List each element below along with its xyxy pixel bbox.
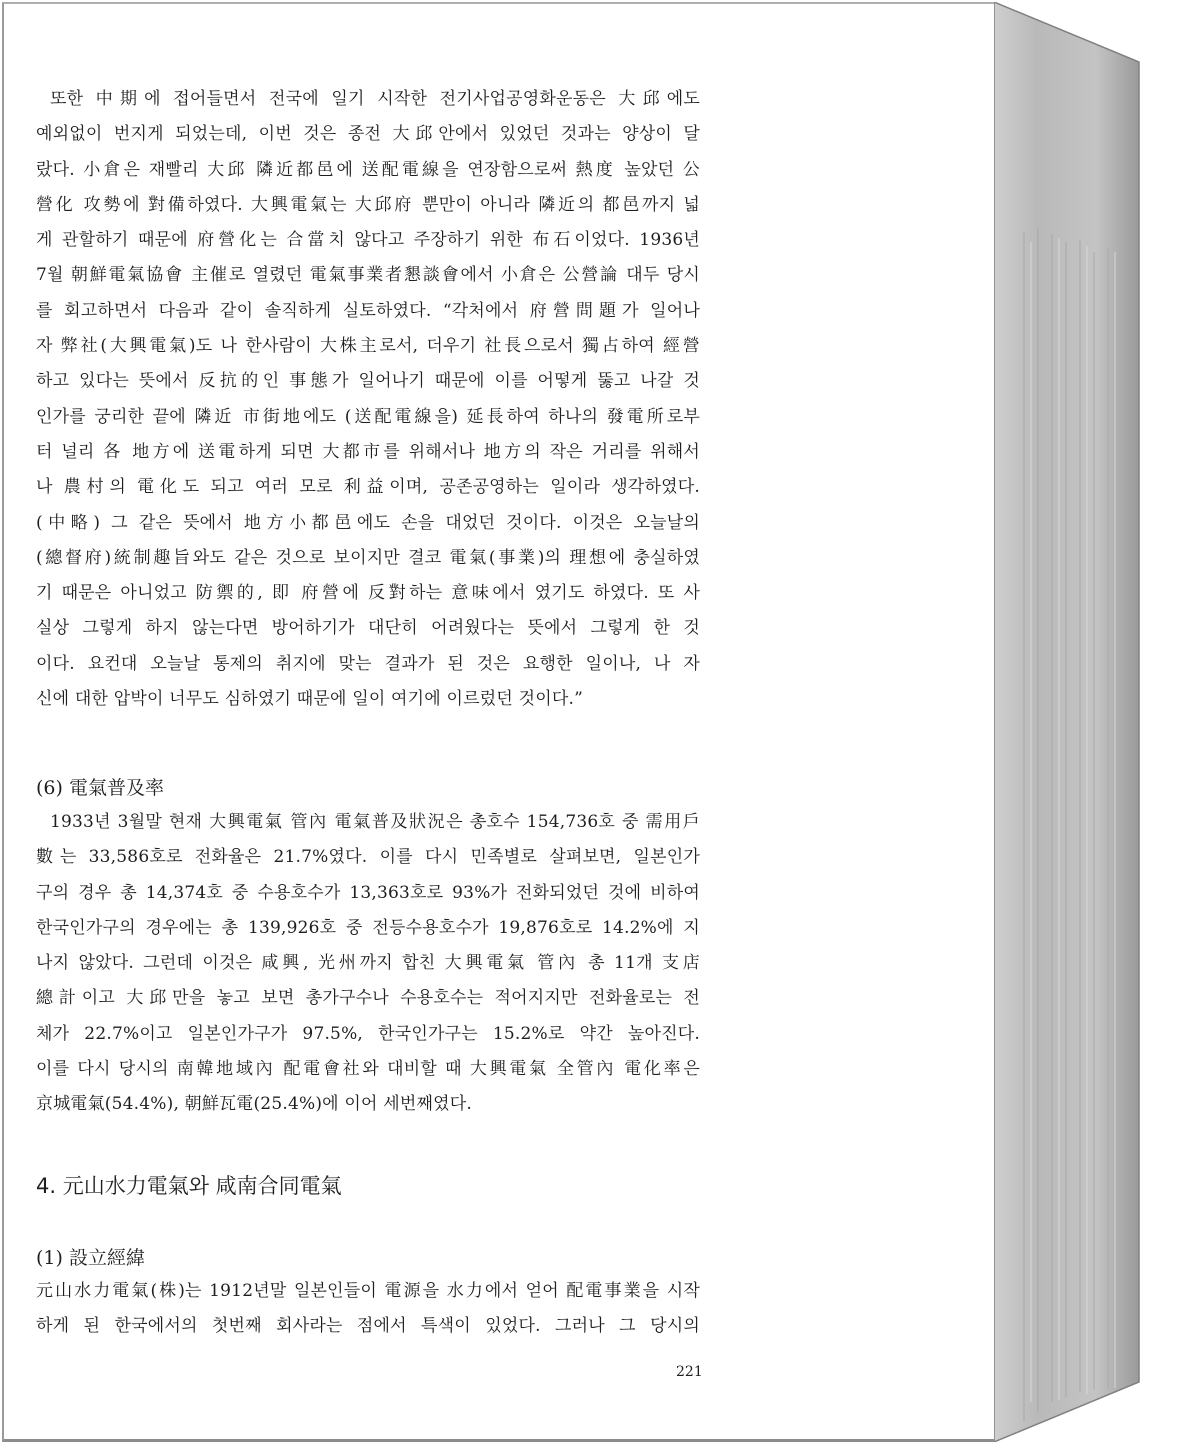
- text-line: (總督府)統制趣旨와도 같은 것으로 보이지만 결코 電氣(事業)의 理想에 충실하였: [36, 547, 700, 568]
- text-line: 를 회고하면서 다음과 같이 솔직하게 실토하였다. “각처에서 府營問題가 일어나: [36, 300, 700, 321]
- text-line: (中略) 그 같은 뜻에서 地方小都邑에도 손을 대었던 것이다. 이것은 오늘날의: [36, 512, 700, 533]
- text-line: 이를 다시 당시의 南韓地域內 配電會社와 대비할 때 大興電氣 全管內 電化率은: [36, 1059, 700, 1080]
- text-line: 신에 대한 압박이 너무도 심하였기 때문에 일이 여기에 이르렀던 것이다.”: [36, 689, 583, 710]
- text-line: 랐다. 小倉은 재빨리 大邱 隣近都邑에 送配電線을 연장함으로써 熱度 높았던 公: [36, 159, 700, 180]
- section-6-heading: (6) 電氣普及率: [36, 777, 164, 799]
- section-1-heading: (1) 設立經緯: [36, 1247, 145, 1269]
- text-line: 예외없이 번지게 되었는데, 이번 것은 종전 大邱안에서 있었던 것과는 양상이 달: [36, 124, 700, 145]
- text-line: 元山水力電氣(株)는 1912년말 일본인들이 電源을 水力에서 얻어 配電事業을 시작: [36, 1281, 700, 1301]
- paragraph-1: [36, 82, 700, 717]
- text-line: 게 관할하기 때문에 府營化는 合當치 않다고 주장하기 위한 布石이었다. 1936년: [36, 230, 700, 251]
- text-line: 기 때문은 아니었고 防禦的, 即 府營에 反對하는 意味에서 였기도 하였다. 또 사: [36, 583, 700, 604]
- text-line: 京城電氣(54.4%), 朝鮮瓦電(25.4%)에 이어 세번째였다.: [36, 1094, 472, 1115]
- text-line: 인가를 궁리한 끝에 隣近 市街地에도 (送配電線을) 延長하여 하나의 發電所로부: [36, 406, 700, 427]
- text-line: 하고 있다는 뜻에서 反抗的인 事態가 일어나기 때문에 이를 어떻게 뚫고 나갈 것: [36, 371, 700, 392]
- text-line: 이다. 요컨대 오늘날 통제의 취지에 맞는 결과가 된 것은 요행한 일이나, 나 자: [36, 653, 700, 674]
- text-line: 한국인가구의 경우에는 총 139,926호 중 전등수용호수가 19,876호로 14.2%에 지: [36, 917, 700, 938]
- text-line: 1933년 3월말 현재 大興電氣 管內 電氣普及狀況은 총호수 154,736호 중 需用戶: [50, 812, 700, 832]
- text-line: 數는 33,586호로 전화율은 21.7%였다. 이를 다시 민족별로 살펴보면, 일본인가: [36, 847, 700, 868]
- text-line: 總計이고 大邱만을 놓고 보면 총가구수나 수용호수는 적어지지만 전화율로는 전: [36, 988, 700, 1009]
- paragraph-2: [36, 805, 700, 1123]
- book-edge: [994, 2, 1144, 1442]
- text-line: 7월 朝鮮電氣協會 主催로 열렸던 電氣事業者懇談會에서 小倉은 公營論 대두 당시: [36, 265, 700, 286]
- text-line: 실상 그렇게 하지 않는다면 방어하기가 대단히 어려웠다는 뜻에서 그렇게 한 것: [36, 618, 700, 639]
- page-edge-graphic: [994, 2, 1144, 1442]
- text-line: 구의 경우 총 14,374호 중 수용호수가 13,363호로 93%가 전화되었던 것에 비하여: [36, 882, 700, 903]
- page-number: 221: [676, 1364, 703, 1380]
- text-line: 나지 않았다. 그런데 이것은 咸興, 光州까지 합친 大興電氣 管內 총 11개 支店: [36, 953, 700, 974]
- text-line: 또한 中期에 접어들면서 전국에 일기 시작한 전기사업공영화운동은 大邱에도: [50, 89, 700, 109]
- text-line: 나 農村의 電化도 되고 여러 모로 利益이며, 공존공영하는 일이라 생각하였다.: [36, 477, 700, 498]
- text-line: 하게 된 한국에서의 첫번째 회사라는 점에서 특색이 있었다. 그러나 그 당시의: [36, 1316, 700, 1337]
- paragraph-3: [36, 1274, 700, 1345]
- text-line: 자 弊社(大興電氣)도 나 한사람이 大株主로서, 더우기 社長으로서 獨占하여 經營: [36, 336, 700, 357]
- text-line: 營化 攻勢에 對備하였다. 大興電氣는 大邱府 뿐만이 아니라 隣近의 都邑까지 넓: [36, 194, 700, 215]
- chapter-4-heading: 4. 元山水力電氣와 咸南合同電氣: [36, 1174, 342, 1198]
- text-line: 터 널리 各 地方에 送電하게 되면 大都市를 위해서나 地方의 작은 거리를 위해서: [36, 441, 700, 462]
- text-line: 체가 22.7%이고 일본인가구가 97.5%, 한국인가구는 15.2%로 약간 높아진다.: [36, 1023, 700, 1044]
